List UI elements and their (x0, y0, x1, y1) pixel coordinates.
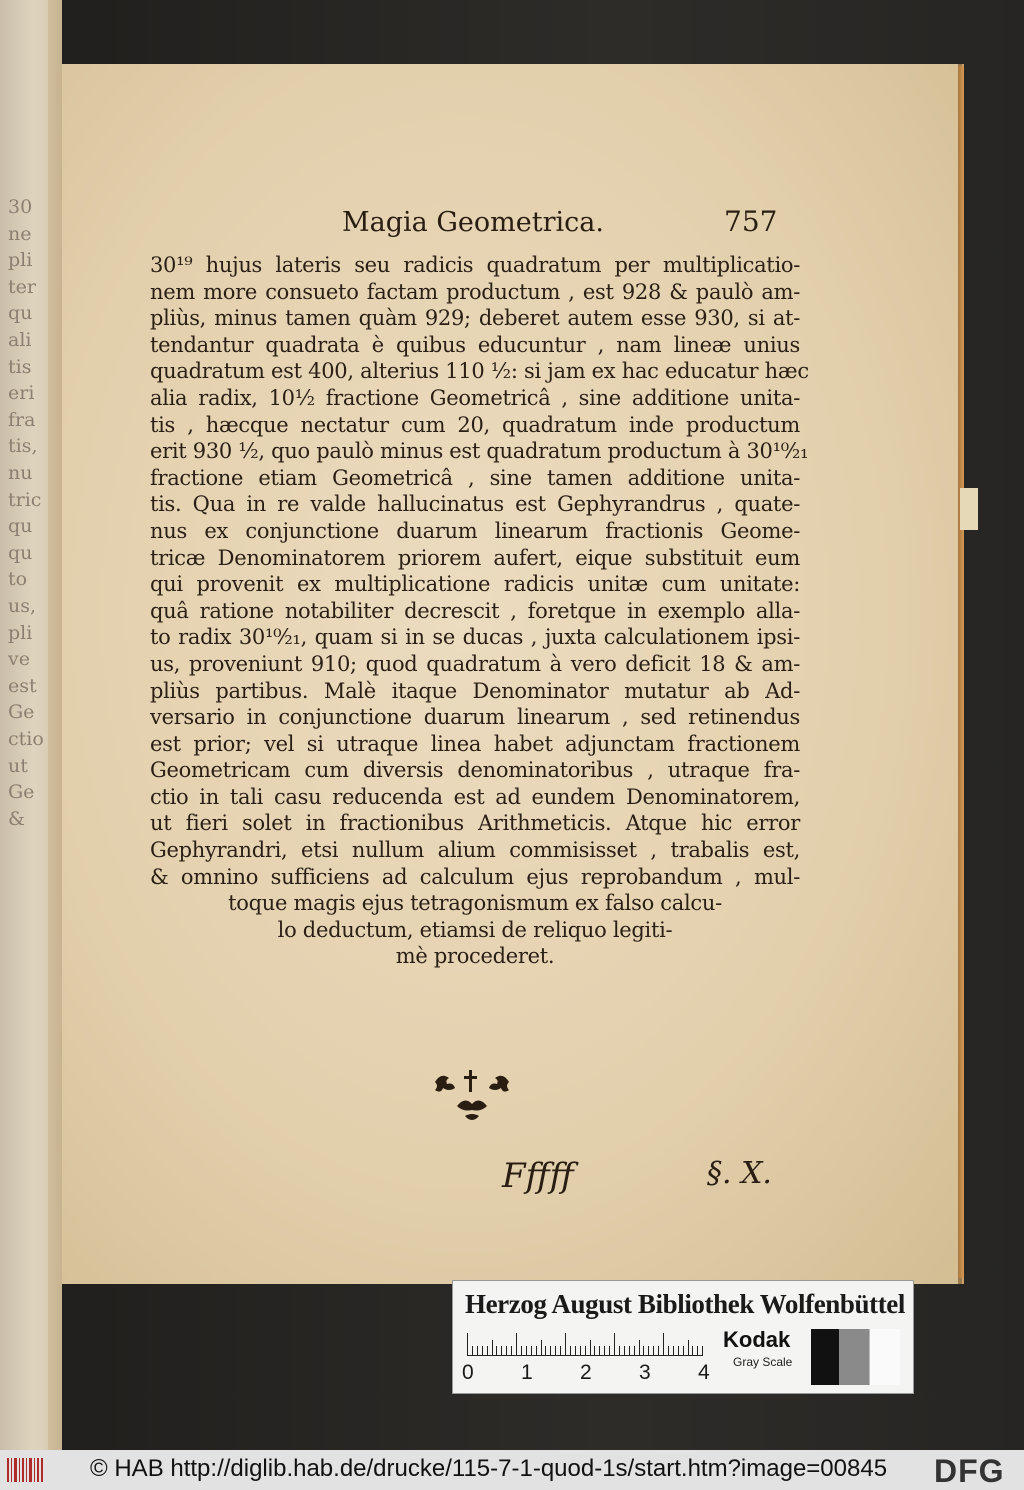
facing-text-fragment: qu (8, 541, 33, 564)
facing-text-fragment: eri (8, 382, 35, 405)
text-line: Gephyrandri, etsi nullum alium commisisset , trabalis est, (150, 838, 800, 863)
book-page (62, 64, 958, 1284)
ruler-tick (536, 1346, 537, 1355)
facing-text-fragment: est (8, 674, 37, 697)
ruler-tick (521, 1346, 522, 1355)
text-line: tendantur quadrata è quibus educuntur , nam lineæ unius (150, 332, 800, 357)
text-line: qui provenit ex multiplicatione radicis unitæ cum unitate: (150, 572, 800, 597)
ruler-tick (482, 1346, 483, 1355)
ruler-tick (496, 1346, 497, 1355)
text-line: quâ ratione notabiliter decrescit , foretque in exemplo alla- (150, 598, 800, 623)
ruler-tick (590, 1340, 591, 1355)
ruler-tick (472, 1346, 473, 1355)
text-line: erit 930 ½, quo paulò minus est quadratum productum à 30¹⁰⁄₂₁ (150, 439, 809, 464)
page-edge (958, 66, 964, 1278)
ruler-tick (501, 1346, 502, 1355)
ruler-label: 3 (639, 1361, 651, 1384)
text-line: Geometricam cum diversis denominatoribus , utraque fra- (150, 758, 800, 783)
facing-text-fragment: fra (8, 408, 36, 431)
ruler-scale (467, 1333, 703, 1356)
facing-text-fragment: Ge (8, 701, 35, 724)
white-patch (869, 1329, 900, 1385)
facing-text-fragment: ctio (8, 728, 44, 750)
ruler-label: 1 (521, 1361, 533, 1384)
facing-text-fragment: Ge (8, 781, 35, 804)
ruler-tick (531, 1346, 532, 1355)
facing-text-fragment: qu (8, 302, 33, 325)
ruler-tick (697, 1346, 698, 1355)
text-line: pliùs, minus tamen quàm 929; deberet autem esse 930, si at- (150, 306, 800, 331)
color-scale-card (452, 1280, 914, 1394)
ruler-tick (467, 1333, 468, 1355)
text-line: quadratum est 400, alterius 110 ½: si jam ex hac educatur hæc (150, 359, 809, 384)
facing-text-fragment: ter (8, 275, 36, 298)
library-name: Herzog August Bibliothek Wolfenbüttel (465, 1289, 905, 1319)
ruler-tick (663, 1333, 664, 1355)
ruler-tick (477, 1346, 478, 1355)
ruler-tick (594, 1346, 595, 1355)
facing-text-fragment: qu (8, 515, 33, 538)
dfg-logo: DFG (934, 1453, 1005, 1489)
ruler-tick (619, 1346, 620, 1355)
facing-text-fragment: nu (8, 462, 33, 484)
facing-text-fragment: pli (8, 249, 33, 272)
text-line: us, proveniunt 910; quod quadratum à vero deficit 18 & am- (150, 651, 800, 676)
ruler-tick (639, 1340, 640, 1355)
ruler-tick (585, 1346, 586, 1355)
tissue-overlay (0, 0, 48, 1450)
ruler-tick (634, 1346, 635, 1355)
ruler-tick (614, 1333, 615, 1355)
ruler-tick (658, 1346, 659, 1355)
text-line: ctio in tali casu reducenda est ad eundem Denominatorem, (150, 784, 800, 809)
ruler-tick (653, 1346, 654, 1355)
running-head: Magia Geometrica. (342, 207, 604, 238)
ruler-label: 2 (580, 1361, 592, 1384)
ruler-tick (487, 1346, 488, 1355)
footer-bar (0, 1450, 1024, 1490)
text-line: pliùs partibus. Malè itaque Denominator mutatur ab Ad- (150, 678, 800, 703)
text-line: alia radix, 10½ fractione Geometricâ , sine additione unita- (150, 385, 800, 410)
facing-text-fragment: ve (8, 648, 30, 671)
text-line: toque magis ejus tetragonismum ex falso calcu- (228, 891, 722, 916)
kodak-logo: Kodak (723, 1327, 791, 1352)
ruler-tick (624, 1346, 625, 1355)
barcode-icon (6, 1456, 46, 1484)
ruler-tick (526, 1346, 527, 1355)
ruler-tick (683, 1346, 684, 1355)
fleuron-ornament-icon (427, 1066, 517, 1126)
ruler-tick (668, 1346, 669, 1355)
text-line: versario in conjunctione duarum linearum , sed retinendus (150, 705, 800, 730)
ruler-tick (555, 1346, 556, 1355)
ruler-tick (609, 1346, 610, 1355)
text-line: ut fieri solet in fractionibus Arithmeticis. Atque hic error (150, 811, 800, 836)
text-line: nus ex conjunctione duarum linearum fractionis Geome- (150, 518, 800, 543)
text-line: tricæ Denominatorem priorem aufert, eique substituit eum (150, 545, 800, 570)
ruler-tick (692, 1346, 693, 1355)
facing-text-fragment: tis, (8, 435, 38, 458)
facing-text-fragment: to (8, 568, 28, 591)
ruler-label: 4 (698, 1361, 710, 1384)
text-line: tis , hæcque nectatur cum 20, quadratum inde productum (150, 412, 800, 437)
ruler-tick (541, 1340, 542, 1355)
ruler-tick (575, 1346, 576, 1355)
ruler-tick (604, 1346, 605, 1355)
facing-text-fragment: ut (8, 754, 28, 777)
source-link[interactable]: © HAB http://diglib.hab.de/drucke/115-7-1-quod-1s/start.htm?image=00845 (90, 1455, 888, 1482)
facing-text-fragment: pli (8, 621, 33, 644)
text-line: nem more consueto factam productum , est 928 & paulò am- (150, 279, 800, 304)
text-line: fractione etiam Geometricâ , sine tamen additione unita- (150, 465, 800, 490)
text-line: tis. Qua in re valde hallucinatus est Gephyrandrus , quate- (150, 492, 800, 517)
facing-text-fragment: ali (8, 329, 32, 351)
text-line: lo deductum, etiamsi de reliquo legiti- (277, 917, 673, 942)
ruler-label: 0 (462, 1361, 474, 1384)
ruler-tick (545, 1346, 546, 1355)
ruler-tick (643, 1346, 644, 1355)
ruler-tick (678, 1346, 679, 1355)
text-line: 30¹⁹ hujus lateris seu radicis quadratum per multiplicatio- (150, 253, 800, 277)
body-text (150, 252, 809, 970)
ruler-tick (648, 1346, 649, 1355)
gray-patch (839, 1329, 869, 1385)
text-line: mè procederet. (395, 944, 555, 969)
text-line: est prior; vel si utraque linea habet adjunctam fractionem (150, 731, 800, 756)
facing-text-fragment: & (8, 807, 25, 830)
ruler-tick (492, 1340, 493, 1355)
facing-text-fragment: tric (8, 488, 42, 511)
ruler-tick (560, 1346, 561, 1355)
ruler-tick (599, 1346, 600, 1355)
ruler-tick (511, 1346, 512, 1355)
ruler-tick (673, 1346, 674, 1355)
catchword: §. X. (707, 1156, 772, 1191)
ruler-tick (580, 1346, 581, 1355)
signature-mark: Fffff (502, 1156, 574, 1196)
black-patch (811, 1329, 839, 1385)
page-number: 757 (724, 205, 778, 238)
facing-text-fragment: 30 (8, 196, 33, 218)
facing-text-fragment: tis (8, 355, 32, 378)
text-line: to radix 30¹⁰⁄₂₁, quam si in se ducas , juxta calculationem ipsi- (150, 625, 800, 650)
paper-tab (960, 488, 978, 530)
ruler-tick (629, 1346, 630, 1355)
facing-text-fragment: ne (8, 222, 32, 245)
ruler-tick (565, 1333, 566, 1355)
ruler-tick (702, 1346, 703, 1355)
facing-text-fragment: us, (8, 595, 37, 617)
text-line: & omnino sufficiens ad calculum ejus reprobandum , mul- (150, 864, 800, 889)
ruler-tick (688, 1340, 689, 1355)
ruler-tick (516, 1333, 517, 1355)
ruler-tick (570, 1346, 571, 1355)
ruler-tick (550, 1346, 551, 1355)
gray-scale-label: Gray Scale (733, 1355, 793, 1369)
ruler-tick (506, 1346, 507, 1355)
